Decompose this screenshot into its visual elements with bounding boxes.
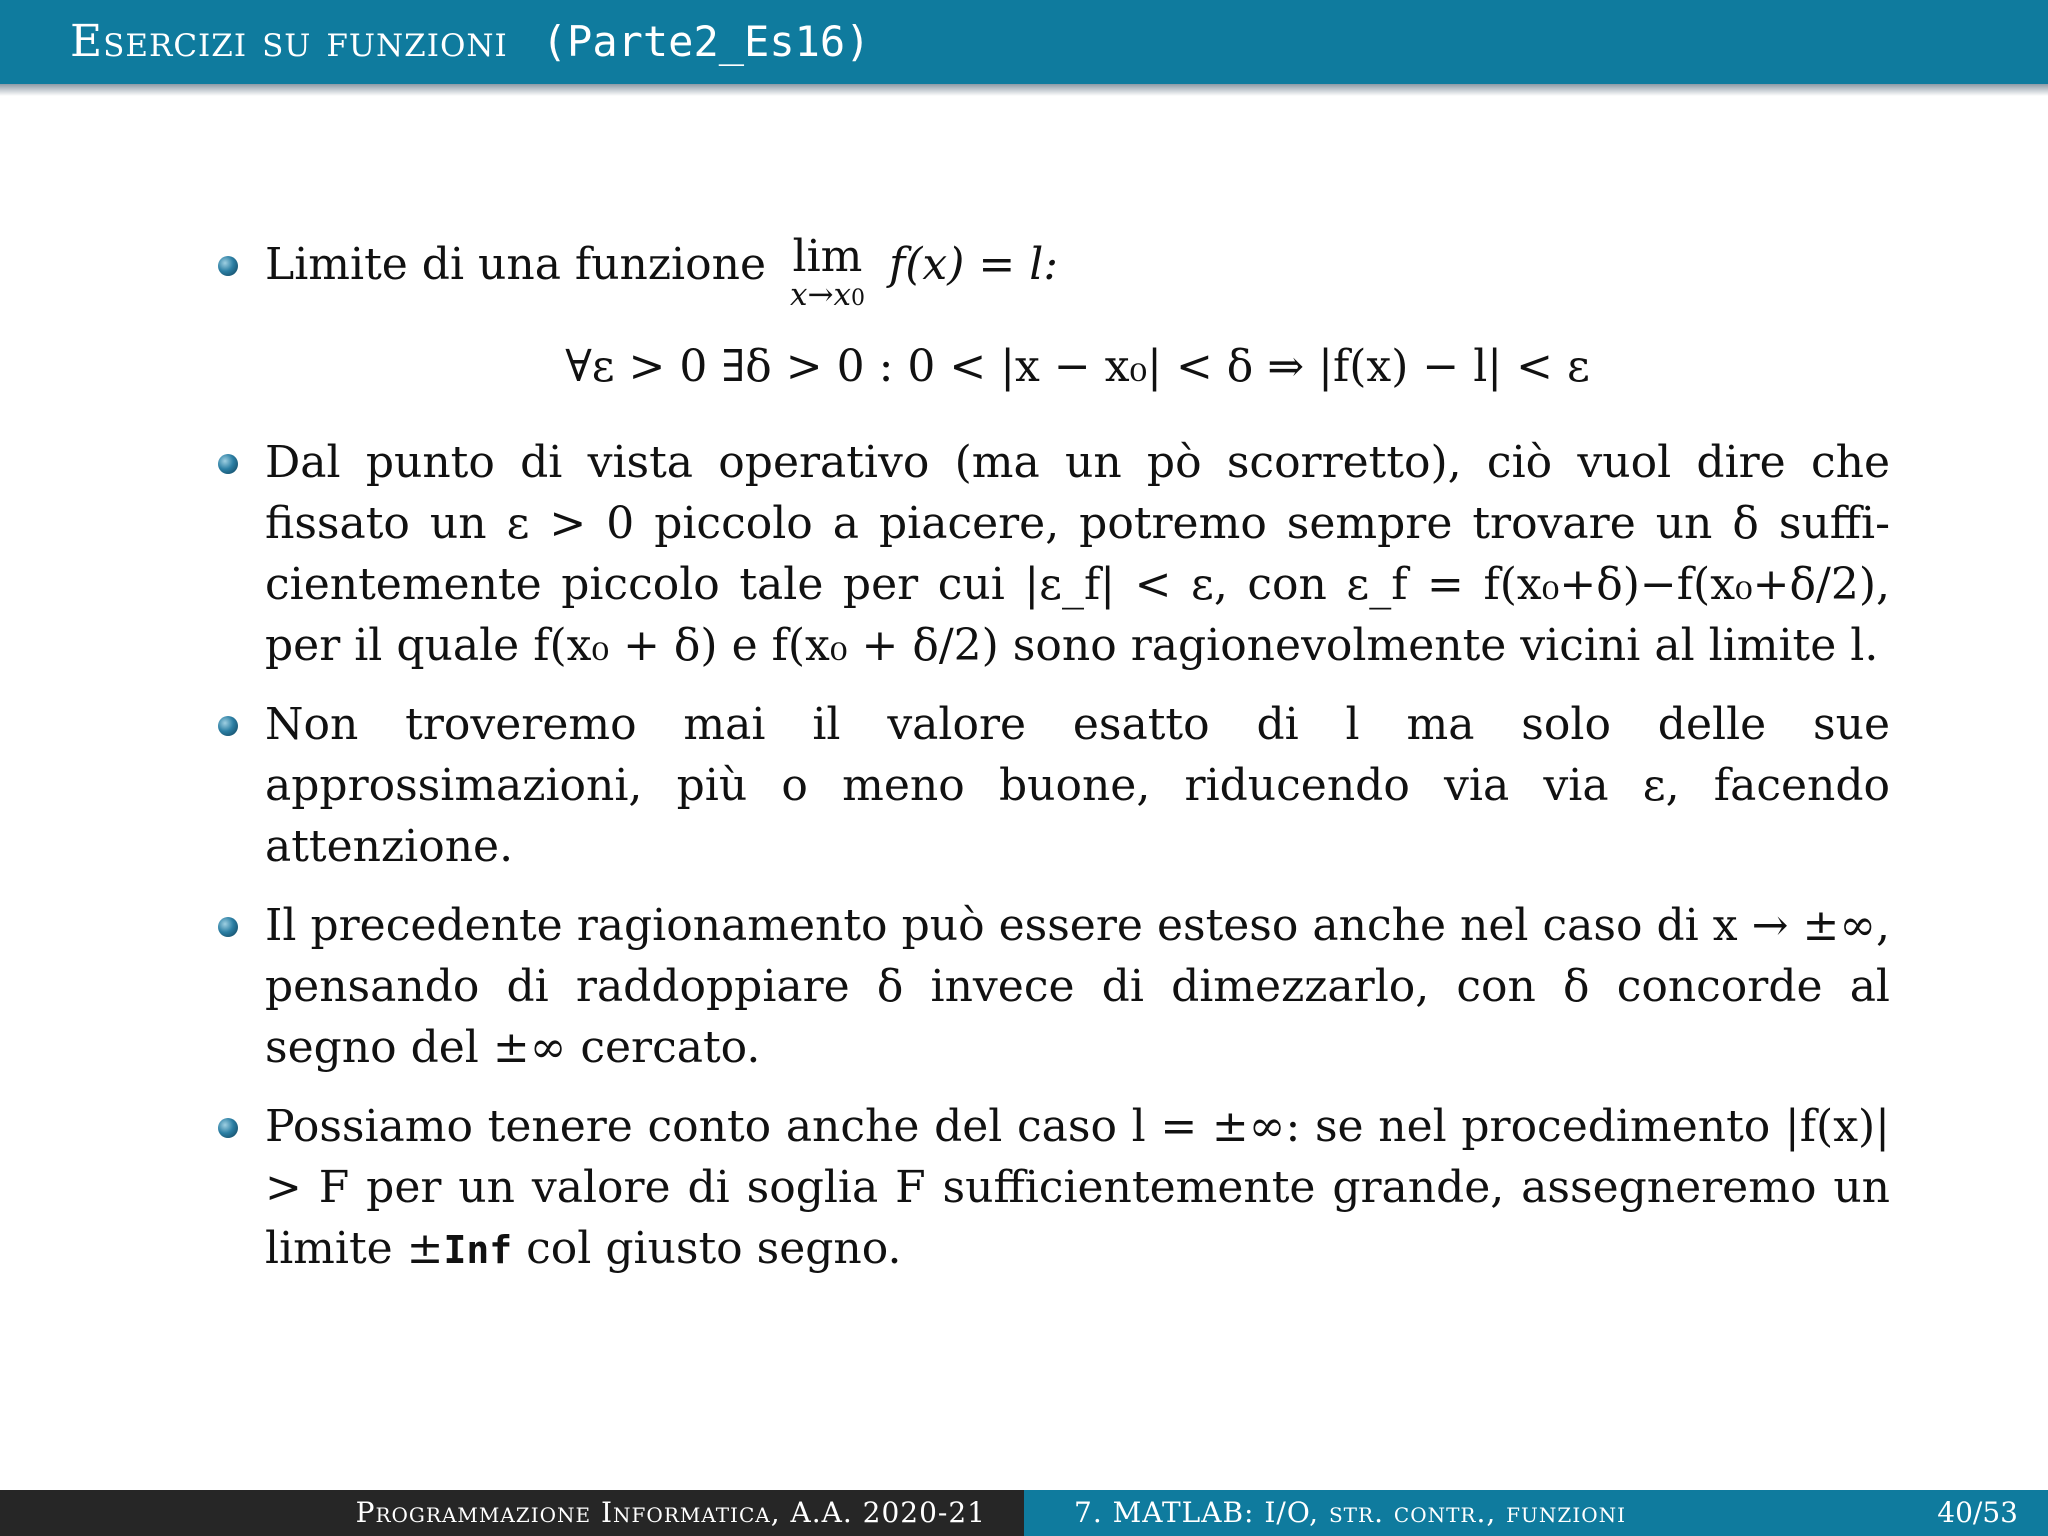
lim-operator [790,231,865,314]
footer-course-text: Programmazione Informatica, A.A. 2020-21 [355,1496,986,1529]
title-code-label: (Parte2_Es16) [541,17,871,66]
bullet-ball-icon [218,716,238,736]
page-number: 40/53 [1937,1496,2018,1529]
bullet-item-limit [210,231,1890,314]
lim-subscript-var: x→x [790,277,851,313]
slide-content [210,231,1890,1281]
bullet-item-approximations [210,694,1890,877]
title-text: Esercizi su funzioni [70,16,508,67]
lim-subscript [790,277,865,314]
bullet-ball-icon [218,256,238,276]
epsilon-delta-formula: ∀ε > 0 ∃δ > 0 : 0 < |x − x₀| < δ ⇒ |f(x) − l| < ε [565,341,1590,392]
bullet-item-infinity [210,895,1890,1078]
bullet-text: Dal punto di vista operativo (ma un pò scorretto), ciò vuol dire che fissato un ε > 0 piccolo a piacere, potremo sempre trovare un δ sufficientemente piccolo tale per cui |ε_f| < ε, con ε_f = f(x₀+δ)−f(x₀+δ/2), per il quale f(x₀ + δ) e f(x₀ + δ/2) sono ragionevolmente vicini al limite l. [265,437,1890,671]
bullet-item-operative [210,432,1890,676]
bullet-ball-icon [218,917,238,937]
bullet-text-after-code: col giusto segno. [512,1223,902,1274]
slide-title [70,14,870,70]
header-shadow [0,84,2048,96]
lim-word: lim [792,231,863,282]
bullet-item-infinite-limit [210,1096,1890,1281]
bullet-ball-icon [218,454,238,474]
footer-section-text: 7. MATLAB: I/O, str. contr., funzioni [1074,1496,1627,1529]
lim-subscript-index: 0 [850,286,865,311]
header-bar [0,0,2048,84]
bullet-text: Non troveremo mai il valore esatto di l ma solo delle sue approssimazioni, più o meno buone, riducendo via via ε, facendo attenzione. [265,699,1890,872]
footer-course [0,1490,1024,1536]
inf-code: Inf [443,1228,513,1272]
footer-bar [0,1490,2048,1536]
footer-section [1024,1490,2048,1536]
bullet-text: Il precedente ragionamento può essere esteso anche nel caso di x → ±∞, pensando di raddoppiare δ invece di dimezzarlo, con δ concorde al segno del ±∞ cercato. [265,900,1890,1073]
limit-expression: f(x) = l: [888,239,1059,290]
limit-intro: Limite di una funzione [265,239,766,290]
bullet-ball-icon [218,1118,238,1138]
bullet-text-before-code: Possiamo tenere conto anche del caso l = ±∞: se nel procedimento |f(x)| > F per un valore di soglia F sufficientemente grande, assegneremo un limite ± [265,1101,1890,1274]
